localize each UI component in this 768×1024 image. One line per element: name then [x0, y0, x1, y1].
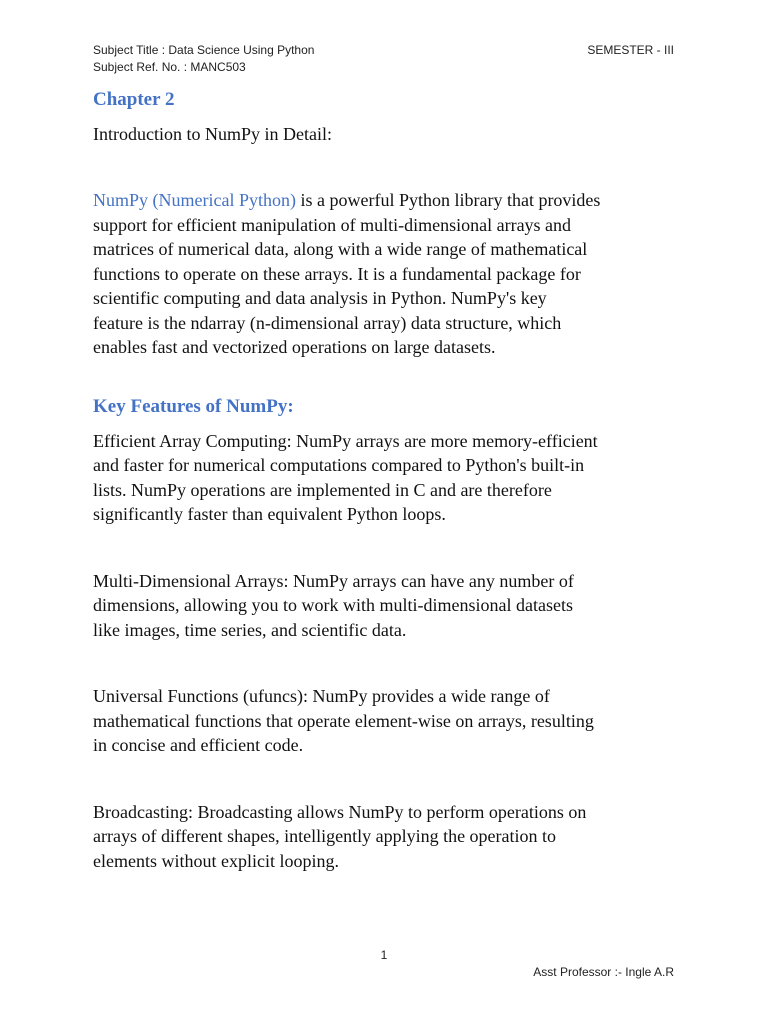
intro-line: support for efficient manipulation of multi-dimensional arrays and	[93, 214, 572, 235]
intro-line	[93, 188, 693, 213]
semester-label: SEMESTER - III	[587, 43, 674, 57]
intro-line: functions to operate on these arrays. It is a fundamental package for	[93, 263, 581, 284]
subject-ref: Subject Ref. No. : MANC503	[93, 60, 246, 74]
feature-efficient-array-computing	[93, 429, 693, 527]
page-content	[93, 88, 693, 873]
feature-universal-functions	[93, 684, 693, 758]
feature-line: Broadcasting: Broadcasting allows NumPy to perform operations on	[93, 801, 587, 822]
feature-line: in concise and efficient code.	[93, 735, 304, 755]
feature-line: like images, time series, and scientific data.	[93, 619, 407, 640]
page-number: 1	[380, 948, 388, 962]
feature-line: elements without explicit looping.	[93, 850, 339, 871]
intro-line: matrices of numerical data, along with a wide range of mathematical	[93, 239, 588, 259]
intro-line: scientific computing and data analysis in Python. NumPy's key	[93, 288, 547, 308]
subject-title: Subject Title : Data Science Using Python	[93, 43, 315, 57]
feature-line: significantly faster than equivalent Python loops.	[93, 504, 446, 524]
intro-line: feature is the ndarray (n-dimensional array) data structure, which	[93, 312, 562, 333]
chapter-title: Chapter 2	[93, 89, 175, 110]
intro-paragraph	[93, 188, 693, 360]
feature-line: lists. NumPy operations are implemented in C and are therefore	[93, 479, 552, 500]
feature-line: Universal Functions (ufuncs): NumPy provides a wide range of	[93, 686, 550, 706]
numpy-highlight: NumPy (Numerical Python)	[93, 190, 296, 210]
feature-line: and faster for numerical computations compared to Python's built-in	[93, 455, 585, 475]
feature-line: dimensions, allowing you to work with multi-dimensional datasets	[93, 595, 573, 615]
feature-line: mathematical functions that operate element-wise on arrays, resulting	[93, 710, 594, 731]
feature-line: arrays of different shapes, intelligently applying the operation to	[93, 826, 557, 846]
feature-line: Multi-Dimensional Arrays: NumPy arrays can have any number of	[93, 570, 574, 591]
feature-broadcasting	[93, 800, 693, 874]
feature-multi-dimensional-arrays	[93, 569, 693, 643]
page-header-left	[93, 42, 314, 76]
feature-line: Efficient Array Computing: NumPy arrays are more memory-efficient	[93, 430, 598, 451]
intro-heading: Introduction to NumPy in Detail:	[93, 124, 332, 144]
intro-line-rest: is a powerful Python library that provides	[295, 190, 601, 210]
key-features-heading: Key Features of NumPy:	[93, 395, 294, 417]
intro-line: enables fast and vectorized operations on large datasets.	[93, 337, 496, 357]
footer-author: Asst Professor :- Ingle A.R	[533, 965, 674, 979]
